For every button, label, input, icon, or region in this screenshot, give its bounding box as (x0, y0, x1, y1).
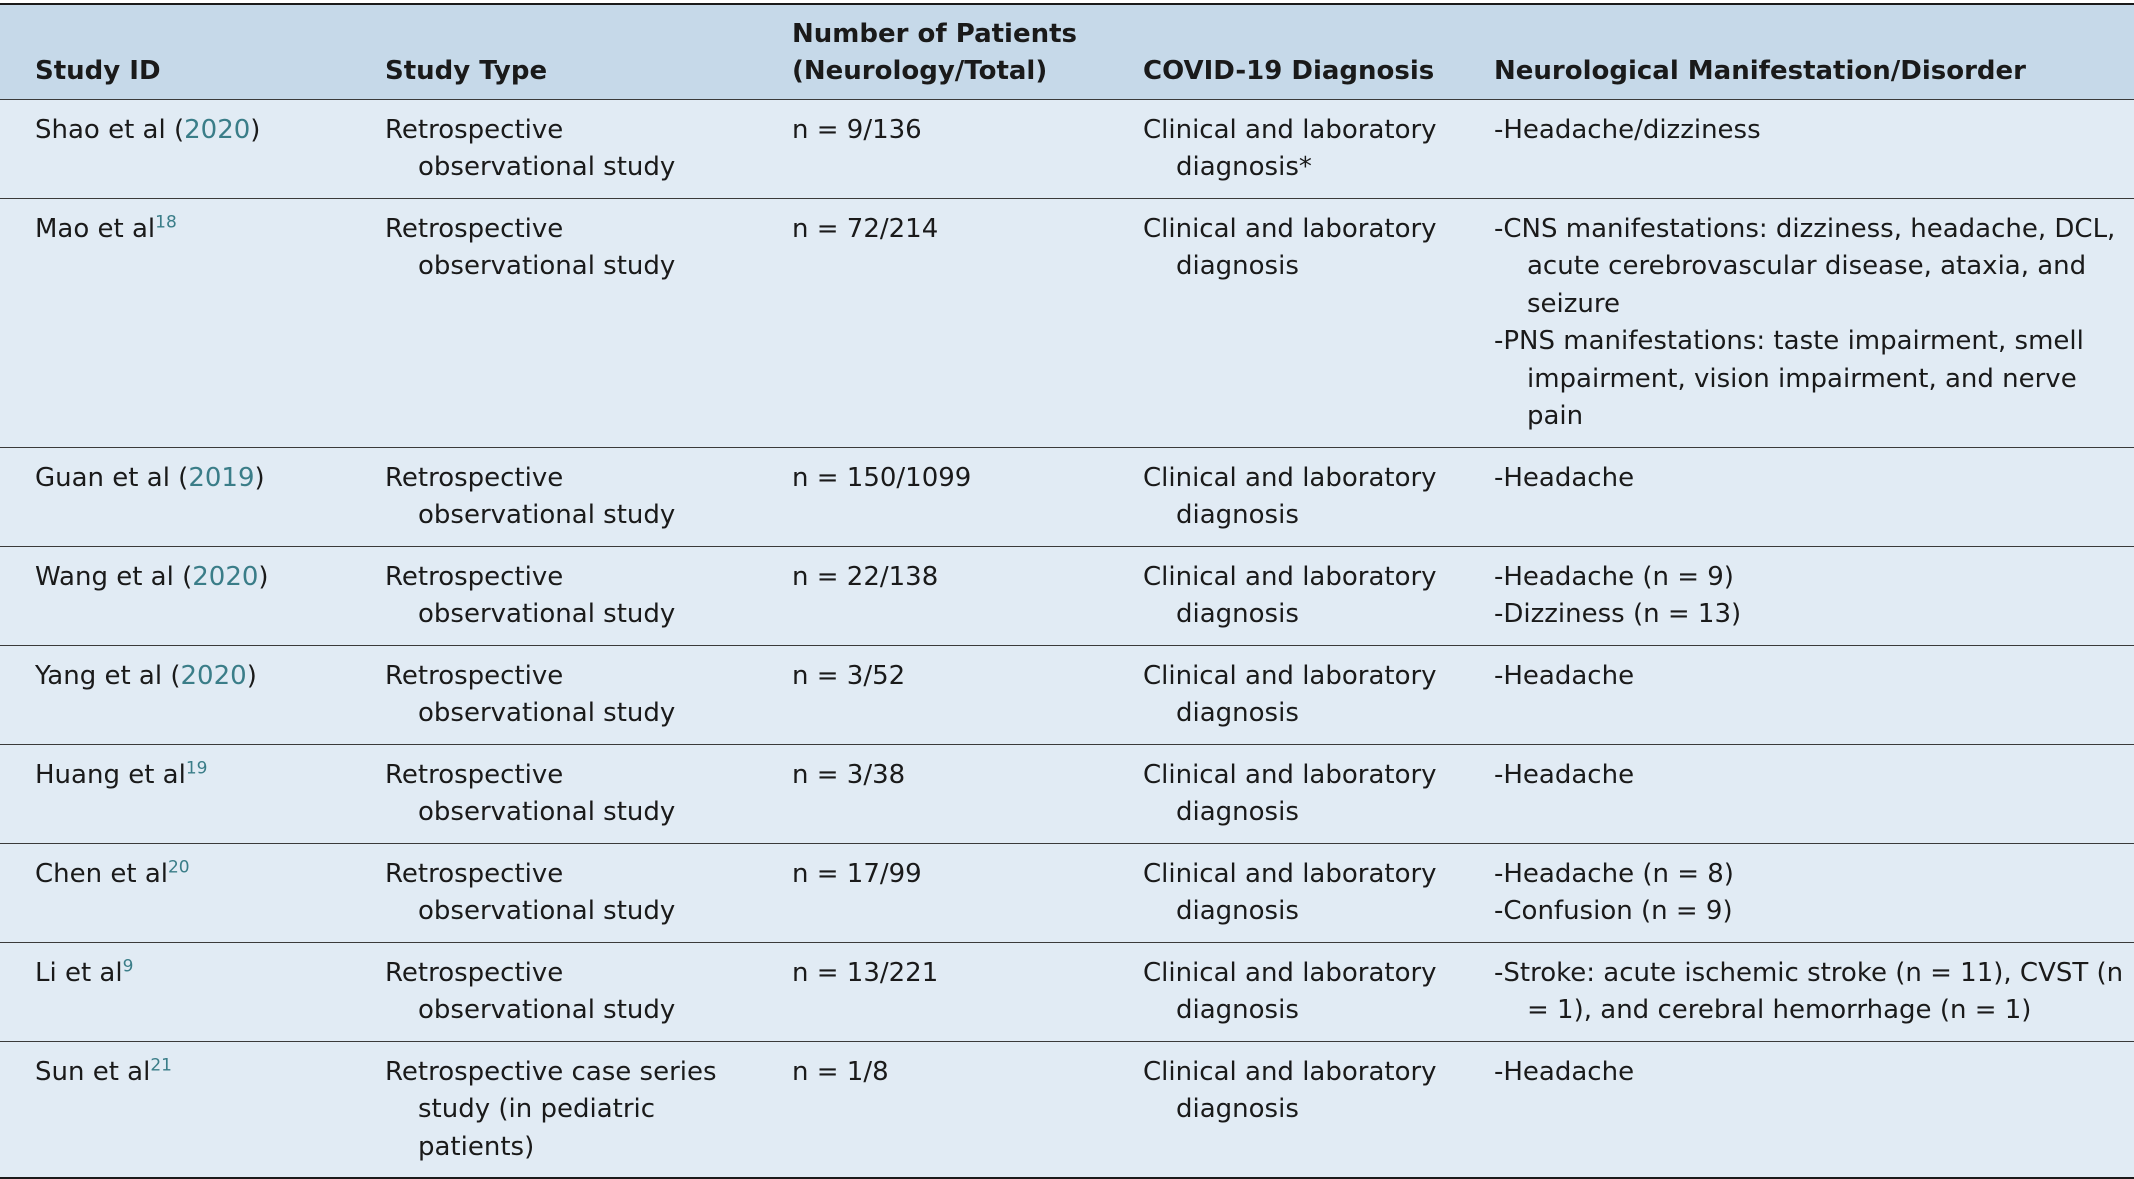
table-body (0, 99, 2134, 1177)
cell-neuro (1481, 198, 2134, 447)
diagnosis-text: Clinical and laboratory diagnosis (1143, 1056, 1437, 1124)
cell-study-type (350, 447, 747, 546)
cell-diagnosis (1110, 198, 1481, 447)
cell-patients: n = 72/214 (792, 213, 939, 244)
study-type-text: Retrospective case series study (in pediatric patients) (385, 1056, 717, 1162)
diagnosis-text: Clinical and laboratory diagnosis (1143, 660, 1437, 728)
cell-diagnosis (1110, 447, 1481, 546)
cell-study-id (0, 645, 350, 744)
cell-study-type (350, 1041, 747, 1177)
cell-diagnosis (1110, 546, 1481, 645)
cell-neuro (1481, 1041, 2134, 1177)
neuro-item: -Headache (1494, 1056, 1635, 1087)
table-row (0, 198, 2134, 447)
table-row (0, 744, 2134, 843)
neuro-item: -Headache (1494, 462, 1635, 493)
cell-neuro (1481, 645, 2134, 744)
cell-neuro (1481, 942, 2134, 1041)
cell-study-id (0, 546, 350, 645)
reference-link[interactable]: 2020 (192, 561, 259, 592)
cell-neuro (1481, 99, 2134, 198)
header-neuro-manifestation: Neurological Manifestation/Disorder (1494, 55, 2026, 86)
neuro-item: -PNS manifestations: taste impairment, smell impairment, vision impairment, and nerve pain (1494, 326, 2084, 431)
study-type-text: Retrospective observational study (385, 213, 676, 281)
cell-study-type (350, 546, 747, 645)
table-row (0, 942, 2134, 1041)
cell-study-type (350, 198, 747, 447)
study-type-text: Retrospective observational study (385, 114, 676, 182)
studies-table (0, 5, 2134, 1177)
cell-neuro (1481, 447, 2134, 546)
neuro-item: -Dizziness (n = 13) (1494, 599, 1742, 629)
study-type-text: Retrospective observational study (385, 858, 676, 926)
reference-superscript[interactable]: 20 (167, 856, 190, 877)
cell-neuro (1481, 744, 2134, 843)
study-type-text: Retrospective observational study (385, 660, 676, 728)
cell-study-id (0, 447, 350, 546)
neuro-item: -Headache (n = 8) (1494, 858, 1734, 889)
header-study-type: Study Type (385, 55, 548, 86)
author-text: Wang et al ( (35, 561, 193, 592)
author-text: Yang et al ( (35, 660, 181, 691)
header-covid-diagnosis: COVID-19 Diagnosis (1143, 55, 1435, 86)
diagnosis-text: Clinical and laboratory diagnosis (1143, 462, 1437, 530)
author-text: Li et al (35, 957, 123, 988)
cell-study-id (0, 942, 350, 1041)
neuro-item: -Headache (n = 9) (1494, 561, 1734, 592)
cell-diagnosis (1110, 1041, 1481, 1177)
cell-neuro (1481, 546, 2134, 645)
author-text: Huang et al (35, 759, 186, 790)
study-table-container (0, 3, 2134, 1179)
study-type-text: Retrospective observational study (385, 759, 676, 827)
reference-superscript[interactable]: 19 (185, 757, 208, 778)
table-row (0, 1041, 2134, 1177)
neuro-item: -Headache (1494, 660, 1635, 691)
header-patients-line2: (Neurology/Total) (792, 55, 1048, 86)
table-row (0, 99, 2134, 198)
author-suffix: ) (250, 114, 261, 145)
author-suffix: ) (258, 561, 269, 592)
header-study-id: Study ID (35, 55, 161, 86)
cell-diagnosis (1110, 942, 1481, 1041)
diagnosis-text: Clinical and laboratory diagnosis* (1143, 114, 1437, 182)
cell-study-id (0, 99, 350, 198)
reference-superscript[interactable]: 9 (122, 955, 134, 976)
cell-patients: n = 150/1099 (792, 462, 972, 493)
neuro-item: -Headache (1494, 759, 1635, 790)
study-type-text: Retrospective observational study (385, 561, 676, 629)
cell-diagnosis (1110, 645, 1481, 744)
table-row (0, 546, 2134, 645)
cell-study-type (350, 942, 747, 1041)
table-row (0, 645, 2134, 744)
cell-diagnosis (1110, 744, 1481, 843)
diagnosis-text: Clinical and laboratory diagnosis (1143, 213, 1437, 281)
cell-study-type (350, 843, 747, 942)
reference-link[interactable]: 2019 (188, 462, 255, 493)
diagnosis-text: Clinical and laboratory diagnosis (1143, 858, 1437, 926)
table-row (0, 843, 2134, 942)
neuro-item: -Headache/dizziness (1494, 114, 1761, 145)
header-row (0, 5, 2134, 99)
cell-neuro (1481, 843, 2134, 942)
cell-study-type (350, 99, 747, 198)
study-type-text: Retrospective observational study (385, 957, 676, 1025)
cell-study-type (350, 645, 747, 744)
author-text: Chen et al (35, 858, 168, 889)
author-suffix: ) (246, 660, 257, 691)
table-header (0, 5, 2134, 99)
table-row (0, 447, 2134, 546)
cell-patients: n = 3/38 (792, 759, 906, 790)
header-number-of-patients (747, 5, 1110, 99)
cell-study-id (0, 1041, 350, 1177)
cell-diagnosis (1110, 99, 1481, 198)
cell-diagnosis (1110, 843, 1481, 942)
author-text: Shao et al ( (35, 114, 185, 145)
author-text: Mao et al (35, 213, 156, 244)
cell-patients: n = 1/8 (792, 1056, 889, 1087)
header-patients-line1: Number of Patients (792, 18, 1077, 49)
cell-patients: n = 13/221 (792, 957, 939, 988)
reference-link[interactable]: 2020 (184, 114, 251, 145)
cell-study-id (0, 744, 350, 843)
diagnosis-text: Clinical and laboratory diagnosis (1143, 957, 1437, 1025)
author-suffix: ) (254, 462, 265, 493)
author-text: Sun et al (35, 1056, 151, 1087)
cell-patients: n = 9/136 (792, 114, 922, 145)
cell-study-id (0, 198, 350, 447)
reference-superscript[interactable]: 21 (150, 1054, 172, 1075)
author-text: Guan et al ( (35, 462, 189, 493)
diagnosis-text: Clinical and laboratory diagnosis (1143, 759, 1437, 827)
cell-patients: n = 17/99 (792, 858, 922, 889)
cell-study-type (350, 744, 747, 843)
neuro-item: -CNS manifestations: dizziness, headache, DCL, acute cerebrovascular disease, ataxia, and seizure (1494, 213, 2116, 319)
neuro-item: -Stroke: acute ischemic stroke (n = 11), CVST (n = 1), and cerebral hemorrhage (n = 1) (1494, 957, 2124, 1025)
diagnosis-text: Clinical and laboratory diagnosis (1143, 561, 1437, 629)
reference-link[interactable]: 2020 (180, 660, 247, 691)
cell-patients: n = 22/138 (792, 561, 939, 592)
cell-patients: n = 3/52 (792, 660, 906, 691)
cell-study-id (0, 843, 350, 942)
reference-superscript[interactable]: 18 (155, 211, 177, 232)
neuro-item: -Confusion (n = 9) (1494, 896, 1733, 926)
study-type-text: Retrospective observational study (385, 462, 676, 530)
